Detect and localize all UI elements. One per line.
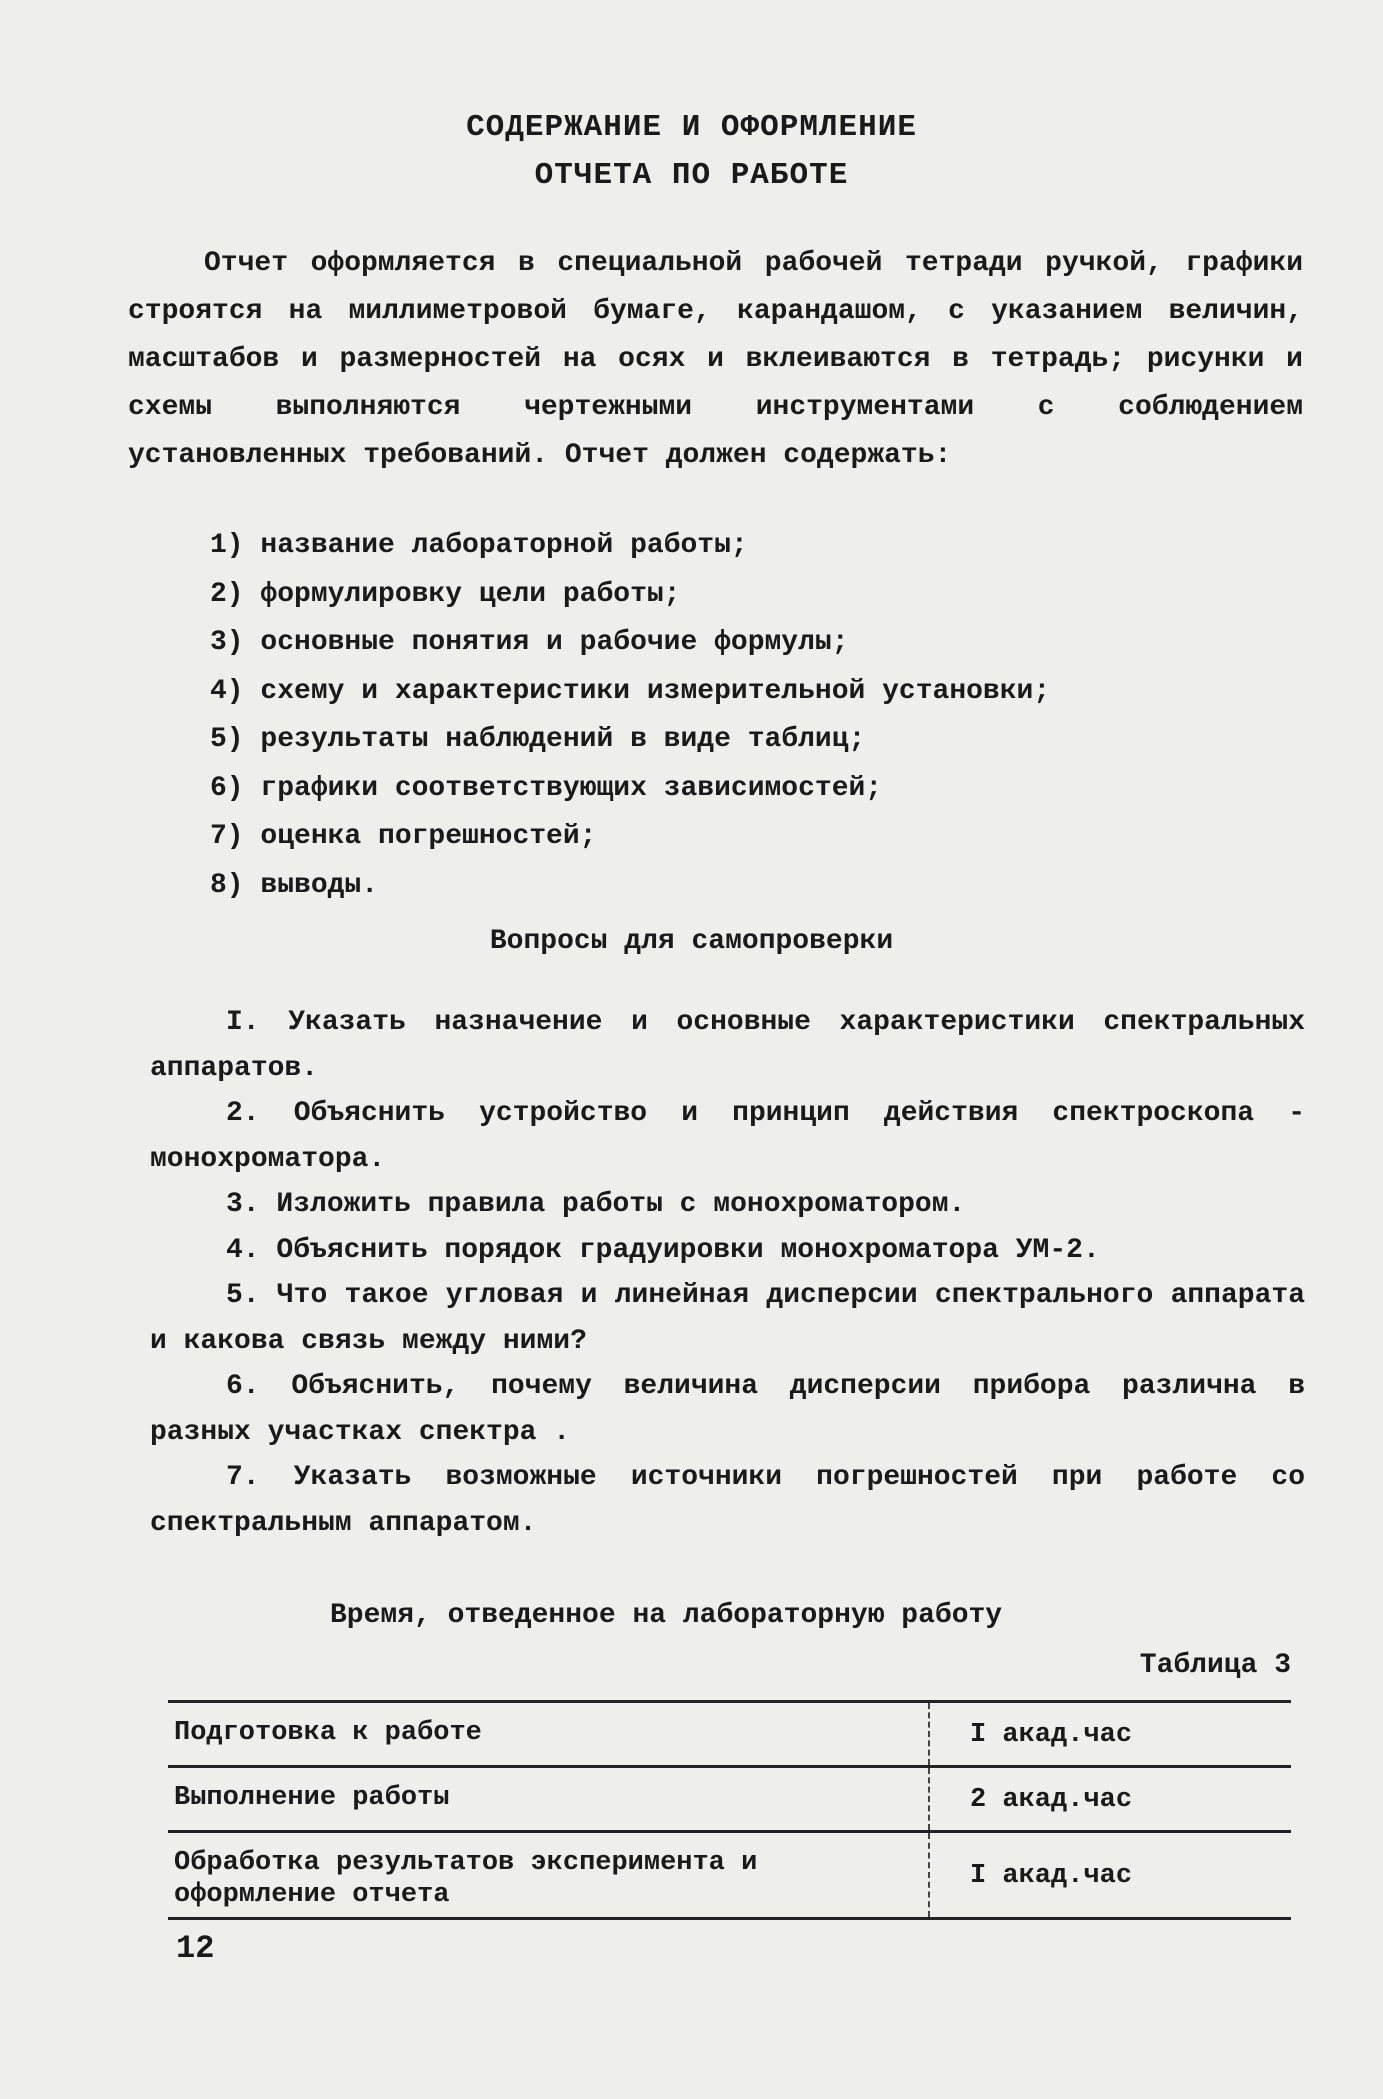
time-heading: Время, отведенное на лабораторную работу: [330, 1600, 1003, 1631]
question-item: I. Указать назначение и основные характеристики спектральных аппаратов.: [150, 1007, 1305, 1084]
list-item: 5) результаты наблюдений в виде таблиц;: [210, 724, 866, 755]
table-row: [168, 1833, 1291, 1920]
table-row: [168, 1768, 1291, 1833]
question-item: 6. Объяснить, почему величина дисперсии прибора различна в разных участках спектра .: [150, 1371, 1305, 1448]
question-item: 5. Что такое угловая и линейная дисперсии спектрального аппарата и какова связь между ними?: [150, 1280, 1305, 1357]
task-cell: Подготовка к работе: [174, 1718, 482, 1748]
question-item: 7. Указать возможные источники погрешностей при работе со спектральным аппаратом.: [150, 1462, 1305, 1539]
question-item: 3. Изложить правила работы с монохроматором.: [226, 1189, 966, 1220]
time-cell: I акад.час: [928, 1703, 1291, 1765]
page-number: 12: [176, 1930, 215, 1967]
list-item: 3) основные понятия и рабочие формулы;: [210, 627, 849, 658]
table-row: [168, 1703, 1291, 1768]
list-item: 7) оценка погрешностей;: [210, 821, 597, 852]
question-item: 2. Объяснить устройство и принцип действия спектроскопа - монохроматора.: [150, 1098, 1305, 1175]
time-table: [168, 1700, 1291, 1920]
time-cell: 2 акад.час: [928, 1768, 1291, 1830]
task-cell: Выполнение работы: [174, 1783, 450, 1813]
list-item: 2) формулировку цели работы;: [210, 578, 681, 610]
questions-list: [150, 1000, 1305, 1546]
time-cell: I акад.час: [928, 1833, 1291, 1917]
questions-heading: Вопросы для самопроверки: [489, 926, 894, 957]
page-title-line-1: СОДЕРЖАНИЕ И ОФОРМЛЕНИЕ: [466, 110, 917, 145]
table-label: Таблица 3: [1139, 1650, 1291, 1681]
list-item: 4) схему и характеристики измерительной установки;: [210, 675, 1051, 707]
list-item: 6) графики соответствующих зависимостей;: [210, 772, 883, 804]
page-title-line-2: ОТЧЕТА ПО РАБОТЕ: [534, 158, 849, 193]
list-item: 1) название лабораторной работы;: [210, 530, 748, 561]
intro-paragraph: Отчет оформляется в специальной рабочей тетради ручкой, графики строятся на миллиметровой бумаге, карандашом, с указанием величин, масштабов и размерностей на осях и вклеиваются в тетрадь; рисунки и схемы выполняются чертежными инструментами с соблюдением установленных требований. Отчет должен содержать:: [128, 248, 1303, 471]
report-contents-list: [210, 522, 1050, 910]
task-cell: Обработка результатов эксперимента и оформление отчета: [174, 1848, 758, 1910]
list-item: 8) выводы.: [210, 869, 379, 901]
question-item: 4. Объяснить порядок градуировки монохроматора УМ-2.: [226, 1234, 1100, 1266]
